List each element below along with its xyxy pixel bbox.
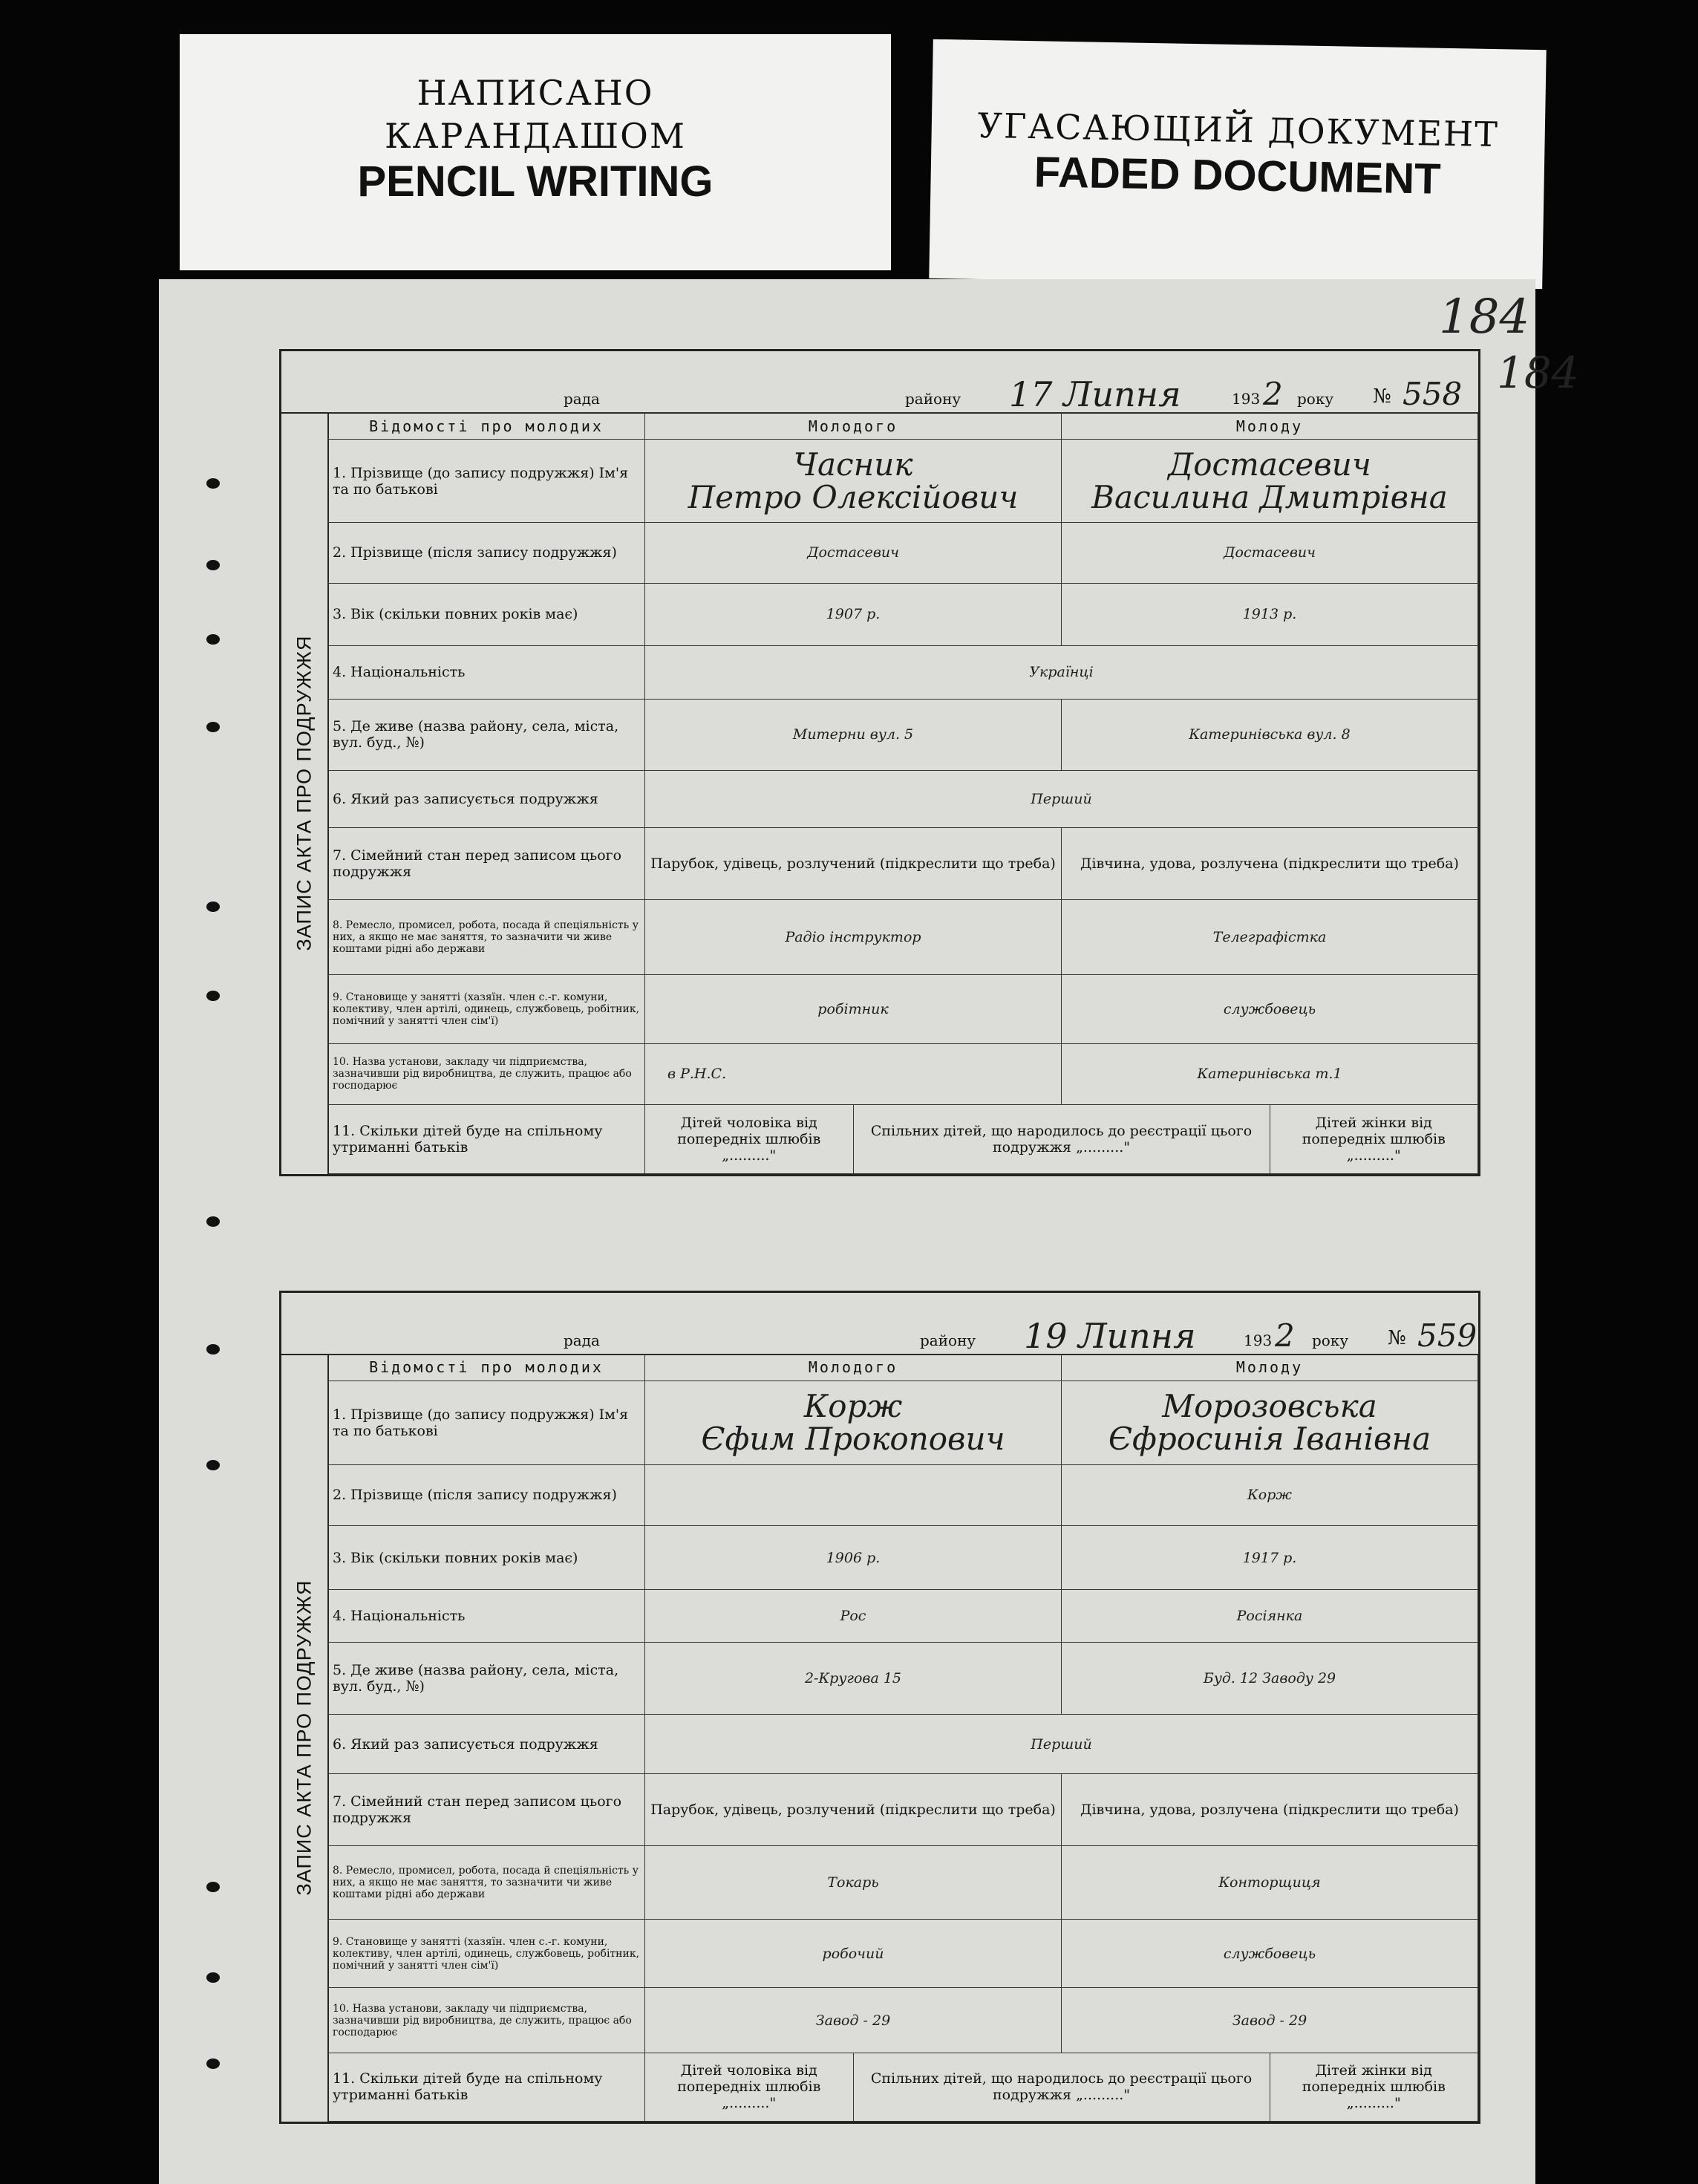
kids-common: Спільних дітей, що народилось до реєстрації цього подружжя „........." bbox=[853, 1104, 1270, 1173]
binding-hole bbox=[206, 991, 220, 1001]
groom-surname: Часник bbox=[793, 446, 913, 483]
number-label: № bbox=[1388, 1327, 1406, 1349]
section-title: ЗАПИС АКТА ПРО ПОДРУЖЖЯ bbox=[293, 1580, 316, 1896]
marriage-record-1 bbox=[279, 349, 1480, 1176]
groom-name: Єфим Прокопович bbox=[701, 1420, 1005, 1457]
table-row bbox=[328, 2053, 1478, 2121]
table-row bbox=[328, 583, 1478, 645]
binding-hole bbox=[206, 1344, 220, 1355]
groom-age: 1907 р. bbox=[645, 583, 1062, 645]
row-label: 5. Де живе (назва району, села, міста, вул. буд., №) bbox=[328, 1643, 645, 1715]
binding-hole bbox=[206, 478, 220, 489]
groom-new-surname bbox=[645, 1464, 1062, 1526]
table-row bbox=[328, 1589, 1478, 1642]
kids-bride: Дітей жінки від попередніх шлюбів „........." bbox=[1270, 2053, 1478, 2121]
pencil-writing-label bbox=[180, 34, 891, 270]
bride-surname: Морозовська bbox=[1162, 1387, 1377, 1424]
row-label: 5. Де живе (назва району, села, міста, вул. буд., №) bbox=[328, 699, 645, 770]
binding-hole bbox=[206, 722, 220, 732]
bride-names bbox=[1062, 440, 1478, 523]
register-page bbox=[159, 279, 1579, 2184]
groom-age: 1906 р. bbox=[645, 1526, 1062, 1589]
table-row bbox=[328, 1920, 1478, 1988]
bride-age: 1913 р. bbox=[1062, 583, 1478, 645]
groom-header: Молодого bbox=[645, 413, 1062, 440]
pencil-label-en: PENCIL WRITING bbox=[357, 157, 714, 206]
bride-address: Буд. 12 Заводу 29 bbox=[1062, 1643, 1478, 1715]
kids-groom: Дітей чоловіка від попередніх шлюбів „........." bbox=[645, 1104, 854, 1173]
groom-header: Молодого bbox=[645, 1355, 1062, 1381]
bride-marital-status: Дівчина, удова, розлучена (підкреслити що треба) bbox=[1062, 1774, 1478, 1846]
binding-hole bbox=[206, 560, 220, 570]
record-table bbox=[327, 412, 1478, 1174]
table-row bbox=[328, 1714, 1478, 1774]
row-label: 4. Національність bbox=[328, 645, 645, 699]
groom-nationality: Рос bbox=[645, 1589, 1062, 1642]
row-label: 11. Скільки дітей буде на спільному утриманні батьків bbox=[328, 1104, 645, 1173]
roku-label: року bbox=[1297, 390, 1334, 408]
record-header bbox=[281, 1293, 1478, 1355]
binding-hole bbox=[206, 634, 220, 645]
bride-position: службовець bbox=[1062, 1920, 1478, 1988]
table-row bbox=[328, 770, 1478, 827]
faded-label-en: FADED DOCUMENT bbox=[1034, 148, 1442, 203]
table-row bbox=[328, 827, 1478, 900]
bride-nationality: Росіянка bbox=[1062, 1589, 1478, 1642]
table-row bbox=[328, 1846, 1478, 1920]
table-row bbox=[328, 900, 1478, 974]
bride-new-surname: Достасевич bbox=[1062, 523, 1478, 584]
row-label: 1. Прізвище (до запису подружжя) Ім'я та по батькові bbox=[328, 1381, 645, 1464]
kids-bride: Дітей жінки від попередніх шлюбів „........." bbox=[1270, 1104, 1478, 1173]
rada-label: рада bbox=[564, 1331, 600, 1349]
kids-groom: Дітей чоловіка від попередніх шлюбів „........." bbox=[645, 2053, 854, 2121]
table-header bbox=[328, 413, 1478, 440]
row-label: 2. Прізвище (після запису подружжя) bbox=[328, 1464, 645, 1526]
table-row bbox=[328, 1104, 1478, 1173]
groom-marital-status: Парубок, удівець, розлучений (підкреслити що треба) bbox=[645, 827, 1062, 900]
binding-hole bbox=[206, 902, 220, 912]
groom-new-surname: Достасевич bbox=[645, 523, 1062, 584]
rayon-label: району bbox=[905, 390, 961, 408]
year-label: 193 bbox=[1244, 1331, 1273, 1349]
table-row bbox=[328, 1464, 1478, 1526]
rada-label: рада bbox=[564, 390, 600, 408]
row-label: 8. Ремесло, промисел, робота, посада й спеціяльність у них, а якщо не має заняття, то зазначити чи живе коштами рідні або держави bbox=[328, 1846, 645, 1920]
number-label: № bbox=[1373, 385, 1391, 408]
row-label: 10. Назва установи, закладу чи підприємства, зазначивши рід виробництва, де служить, працює або господарює bbox=[328, 1988, 645, 2053]
table-row bbox=[328, 1643, 1478, 1715]
faded-label-ru: УГАСАЮЩИЙ ДОКУМЕНТ bbox=[977, 105, 1500, 155]
bride-name: Василина Дмитрівна bbox=[1091, 478, 1448, 515]
row-label: 3. Вік (скільки повних років має) bbox=[328, 1526, 645, 1589]
row-label: 6. Який раз записується подружжя bbox=[328, 770, 645, 827]
page-number-margin: 184 bbox=[1497, 348, 1579, 398]
bride-address: Катеринівська вул. 8 bbox=[1062, 699, 1478, 770]
bride-header: Молоду bbox=[1062, 413, 1478, 440]
record-date: 19 Липня bbox=[1024, 1316, 1196, 1356]
table-row bbox=[328, 1044, 1478, 1105]
groom-workplace: Завод - 29 bbox=[645, 1988, 1062, 2053]
faded-document-label bbox=[929, 39, 1546, 289]
table-row bbox=[328, 1526, 1478, 1589]
record-year-digit: 2 bbox=[1275, 1317, 1295, 1354]
bride-position: службовець bbox=[1062, 974, 1478, 1043]
bride-names bbox=[1062, 1381, 1478, 1464]
groom-workplace: в Р.Н.С. bbox=[645, 1044, 1062, 1105]
rayon-label: району bbox=[920, 1331, 976, 1349]
record-number: 558 bbox=[1403, 376, 1463, 412]
binding-hole bbox=[206, 1216, 220, 1227]
record-number: 559 bbox=[1417, 1317, 1477, 1354]
row-label: 4. Національність bbox=[328, 1589, 645, 1642]
groom-position: робітник bbox=[645, 974, 1062, 1043]
table-header bbox=[328, 1355, 1478, 1381]
table-row bbox=[328, 1988, 1478, 2053]
bride-age: 1917 р. bbox=[1062, 1526, 1478, 1589]
page-number: 184 bbox=[1439, 290, 1530, 345]
kids-common: Спільних дітей, що народилось до реєстрації цього подружжя „........." bbox=[853, 2053, 1270, 2121]
bride-occupation: Телеграфістка bbox=[1062, 900, 1478, 974]
row-label: 9. Становище у занятті (хазяїн. член с.-г. комуни, колективу, член артілі, одинець, службовець, робітник, помічний у занятті член сім'ї) bbox=[328, 1920, 645, 1988]
record-header bbox=[281, 351, 1478, 414]
groom-names bbox=[645, 440, 1062, 523]
times-married: Перший bbox=[645, 770, 1478, 827]
table-row bbox=[328, 974, 1478, 1043]
groom-occupation: Токарь bbox=[645, 1846, 1062, 1920]
row-label: 9. Становище у занятті (хазяїн. член с.-г. комуни, колективу, член артілі, одинець, службовець, робітник, помічний у занятті член сім'ї) bbox=[328, 974, 645, 1043]
info-header: Відомості про молодих bbox=[328, 1355, 645, 1381]
bride-new-surname: Корж bbox=[1062, 1464, 1478, 1526]
bride-header: Молоду bbox=[1062, 1355, 1478, 1381]
record-table bbox=[327, 1354, 1478, 2122]
row-label: 10. Назва установи, закладу чи підприємства, зазначивши рід виробництва, де служить, працює або господарює bbox=[328, 1044, 645, 1105]
bride-surname: Достасевич bbox=[1168, 446, 1371, 483]
section-side-title bbox=[281, 412, 329, 1174]
groom-name: Петро Олексійович bbox=[688, 478, 1019, 515]
row-label: 2. Прізвище (після запису подружжя) bbox=[328, 523, 645, 584]
groom-position: робочий bbox=[645, 1920, 1062, 1988]
marriage-record-2 bbox=[279, 1291, 1480, 2124]
row-label: 1. Прізвище (до запису подружжя) Ім'я та по батькові bbox=[328, 440, 645, 523]
row-label: 8. Ремесло, промисел, робота, посада й спеціяльність у них, а якщо не має заняття, то зазначити чи живе коштами рідні або держави bbox=[328, 900, 645, 974]
binding-hole bbox=[206, 1972, 220, 1983]
roku-label: року bbox=[1312, 1331, 1349, 1349]
table-row bbox=[328, 523, 1478, 584]
row-label: 7. Сімейний стан перед записом цього подружжя bbox=[328, 1774, 645, 1846]
bride-occupation: Конторщиця bbox=[1062, 1846, 1478, 1920]
record-year-digit: 2 bbox=[1263, 376, 1283, 412]
row-label: 7. Сімейний стан перед записом цього подружжя bbox=[328, 827, 645, 900]
table-row bbox=[328, 1381, 1478, 1464]
nationality: Українці bbox=[645, 645, 1478, 699]
table-row bbox=[328, 1774, 1478, 1846]
table-row bbox=[328, 645, 1478, 699]
bride-workplace: Завод - 29 bbox=[1062, 1988, 1478, 2053]
row-label: 3. Вік (скільки повних років має) bbox=[328, 583, 645, 645]
table-row bbox=[328, 440, 1478, 523]
row-label: 11. Скільки дітей буде на спільному утриманні батьків bbox=[328, 2053, 645, 2121]
binding-hole bbox=[206, 1460, 220, 1470]
groom-occupation: Радіо інструктор bbox=[645, 900, 1062, 974]
bride-workplace: Катеринівська т.1 bbox=[1062, 1044, 1478, 1105]
section-title: ЗАПИС АКТА ПРО ПОДРУЖЖЯ bbox=[293, 635, 316, 951]
groom-address: Митерни вул. 5 bbox=[645, 699, 1062, 770]
times-married: Перший bbox=[645, 1714, 1478, 1774]
record-date: 17 Липня bbox=[1009, 374, 1181, 414]
bride-marital-status: Дівчина, удова, розлучена (підкреслити що треба) bbox=[1062, 827, 1478, 900]
row-label: 6. Який раз записується подружжя bbox=[328, 1714, 645, 1774]
pencil-label-ru-2: КАРАНДАШОМ bbox=[385, 116, 686, 156]
groom-surname: Корж bbox=[803, 1387, 903, 1424]
groom-marital-status: Парубок, удівець, розлучений (підкреслити що треба) bbox=[645, 1774, 1062, 1846]
bride-name: Єфросинія Іванівна bbox=[1108, 1420, 1431, 1457]
pencil-label-ru-1: НАПИСАНО bbox=[417, 73, 654, 113]
info-header: Відомості про молодих bbox=[328, 413, 645, 440]
section-side-title bbox=[281, 1354, 329, 2122]
groom-address: 2-Кругова 15 bbox=[645, 1643, 1062, 1715]
groom-names bbox=[645, 1381, 1062, 1464]
year-label: 193 bbox=[1232, 390, 1261, 408]
table-row bbox=[328, 699, 1478, 770]
binding-hole bbox=[206, 1882, 220, 1892]
binding-hole bbox=[206, 2058, 220, 2069]
